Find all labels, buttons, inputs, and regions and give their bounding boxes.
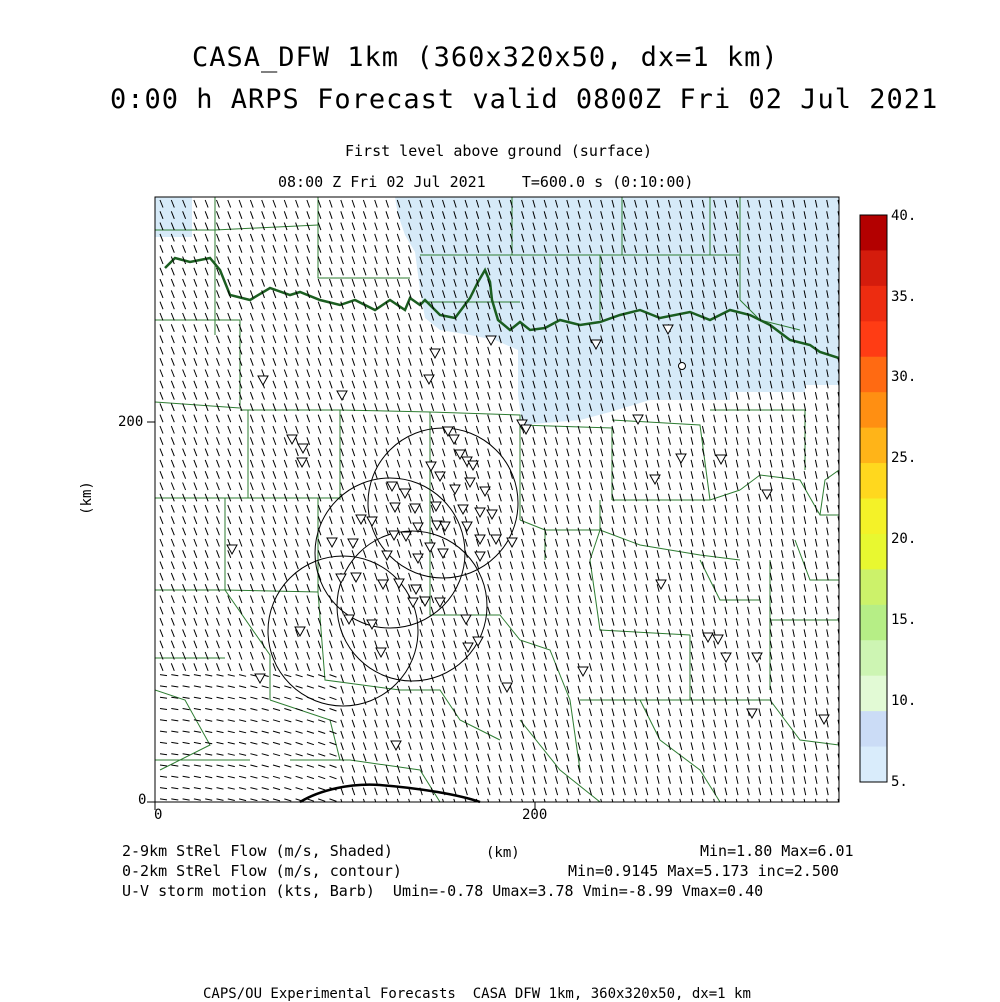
colorbar-segment	[860, 711, 887, 747]
colorbar-label-10: 10.	[891, 693, 917, 709]
legend-line-3: U-V storm motion (kts, Barb) Umin=-0.78 Umax=3.78 Vmin=-8.99 Vmax=0.40	[122, 882, 764, 900]
colorbar-segment	[860, 321, 887, 357]
colorbar-segment	[860, 534, 887, 570]
colorbar-segment	[860, 428, 887, 464]
title-line-1: CASA_DFW 1km (360x320x50, dx=1 km)	[192, 42, 779, 73]
colorbar-segment	[860, 215, 887, 251]
y-tick-200: 200	[118, 414, 144, 430]
footer-credit: CAPS/OU Experimental Forecasts CASA DFW 1km, 360x320x50, dx=1 km	[203, 986, 751, 1002]
colorbar-segment	[860, 499, 887, 535]
colorbar-label-20: 20.	[891, 531, 917, 547]
x-tick-200: 200	[522, 807, 548, 823]
y-axis-label: (km)	[78, 481, 95, 515]
colorbar-label-35: 35.	[891, 289, 917, 305]
colorbar-segment	[860, 569, 887, 605]
legend-line-1-stats: Min=1.80 Max=6.01	[700, 842, 854, 860]
colorbar	[860, 215, 887, 783]
colorbar-segment	[860, 640, 887, 676]
legend-line-1: 2-9km StRel Flow (m/s, Shaded)	[122, 842, 393, 860]
colorbar-segment	[860, 392, 887, 428]
colorbar-segment	[860, 676, 887, 712]
y-tick-0: 0	[138, 792, 147, 808]
legend-units-center: (km)	[486, 845, 520, 861]
colorbar-segment	[860, 357, 887, 393]
title-line-2: 0:00 h ARPS Forecast valid 0800Z Fri 02 Jul 2021	[110, 84, 939, 115]
colorbar-label-15: 15.	[891, 612, 917, 628]
colorbar-label-30: 30.	[891, 369, 917, 385]
colorbar-label-25: 25.	[891, 450, 917, 466]
colorbar-segment	[860, 250, 887, 286]
station-circle-marker	[679, 363, 686, 370]
colorbar-segment	[860, 463, 887, 499]
legend-line-2-stats: Min=0.9145 Max=5.173 inc=2.500	[568, 862, 839, 880]
legend-line-2: 0-2km StRel Flow (m/s, contour)	[122, 862, 402, 880]
colorbar-label-5: 5.	[891, 774, 908, 790]
colorbar-label-40: 40.	[891, 208, 917, 224]
colorbar-segment	[860, 747, 887, 783]
time-line: 08:00 Z Fri 02 Jul 2021 T=600.0 s (0:10:00)	[278, 173, 694, 191]
x-tick-0: 0	[154, 807, 163, 823]
colorbar-segment	[860, 286, 887, 322]
colorbar-segment	[860, 605, 887, 641]
subtitle: First level above ground (surface)	[345, 142, 653, 160]
